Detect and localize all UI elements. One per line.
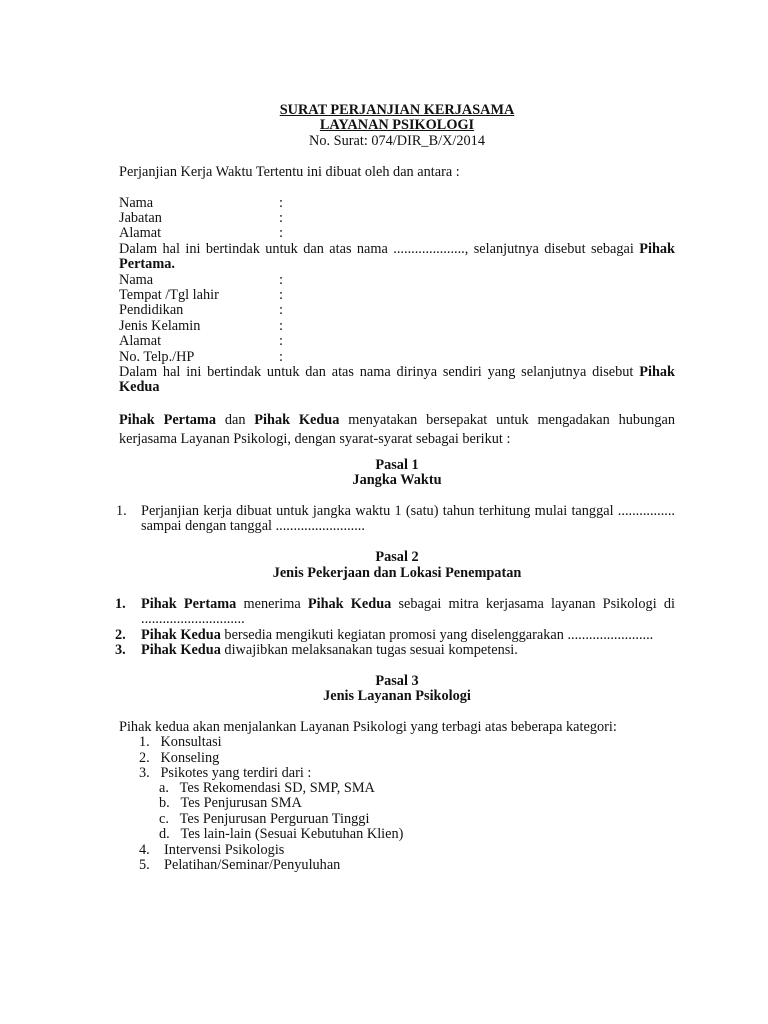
pasal3-subitem-b: b. Tes Penjurusan SMA [159, 795, 302, 811]
pasal2-heading: Pasal 2 [375, 549, 419, 565]
party1-field-name: Nama : [119, 195, 283, 211]
party2-field-birth: Tempat /Tgl lahir : [119, 287, 283, 303]
intro-text: Perjanjian Kerja Waktu Tertentu ini dibuat oleh dan antara : [119, 164, 460, 180]
pasal3-subitem-d: d. Tes lain-lain (Sesuai Kebutuhan Klien) [159, 826, 404, 842]
party2-field-name: Nama : [119, 272, 283, 288]
pasal3-item-1: 1. Konsultasi [139, 734, 222, 750]
party1-statement: Dalam hal ini bertindak untuk dan atas nama ...................., selanjutnya disebut sebagai Pihak Pertama. [119, 241, 675, 273]
pasal2-title: Jenis Pekerjaan dan Lokasi Penempatan [272, 565, 522, 581]
party2-field-education: Pendidikan : [119, 302, 283, 318]
agreement-paragraph: Pihak Pertama dan Pihak Kedua menyatakan bersepakat untuk mengadakan hubungan kerjasama Layanan Psikologi, dengan syarat-syarat sebagai berikut : [119, 412, 675, 447]
party2-statement: Dalam hal ini bertindak untuk dan atas nama dirinya sendiri yang selanjutnya disebut Pihak Kedua [119, 364, 675, 396]
pasal1-heading: Pasal 1 [375, 457, 419, 473]
pasal3-item-5: 5. Pelatihan/Seminar/Penyuluhan [139, 857, 341, 873]
pasal3-item-3: 3. Psikotes yang terdiri dari : [139, 765, 312, 781]
party1-field-position: Jabatan : [119, 210, 283, 226]
pasal3-item-4: 4. Intervensi Psikologis [139, 842, 285, 858]
pasal3-heading: Pasal 3 [375, 673, 419, 689]
pasal3-subitem-c: c. Tes Penjurusan Perguruan Tinggi [159, 811, 370, 827]
pasal3-subitem-a: a. Tes Rekomendasi SD, SMP, SMA [159, 780, 375, 796]
document-title: SURAT PERJANJIAN KERJASAMA [279, 102, 515, 118]
document-subtitle: LAYANAN PSIKOLOGI [319, 117, 475, 133]
pasal1-title: Jangka Waktu [352, 472, 442, 488]
party1-field-address: Alamat : [119, 225, 283, 241]
pasal3-intro: Pihak kedua akan menjalankan Layanan Psikologi yang terbagi atas beberapa kategori: [119, 719, 617, 735]
letter-number: No. Surat: 074/DIR_B/X/2014 [309, 133, 485, 149]
pasal3-item-2: 2. Konseling [139, 750, 220, 766]
party2-field-gender: Jenis Kelamin : [119, 318, 283, 334]
pasal3-title: Jenis Layanan Psikologi [323, 688, 471, 704]
party2-field-address: Alamat : [119, 333, 283, 349]
party2-field-phone: No. Telp./HP : [119, 349, 283, 365]
